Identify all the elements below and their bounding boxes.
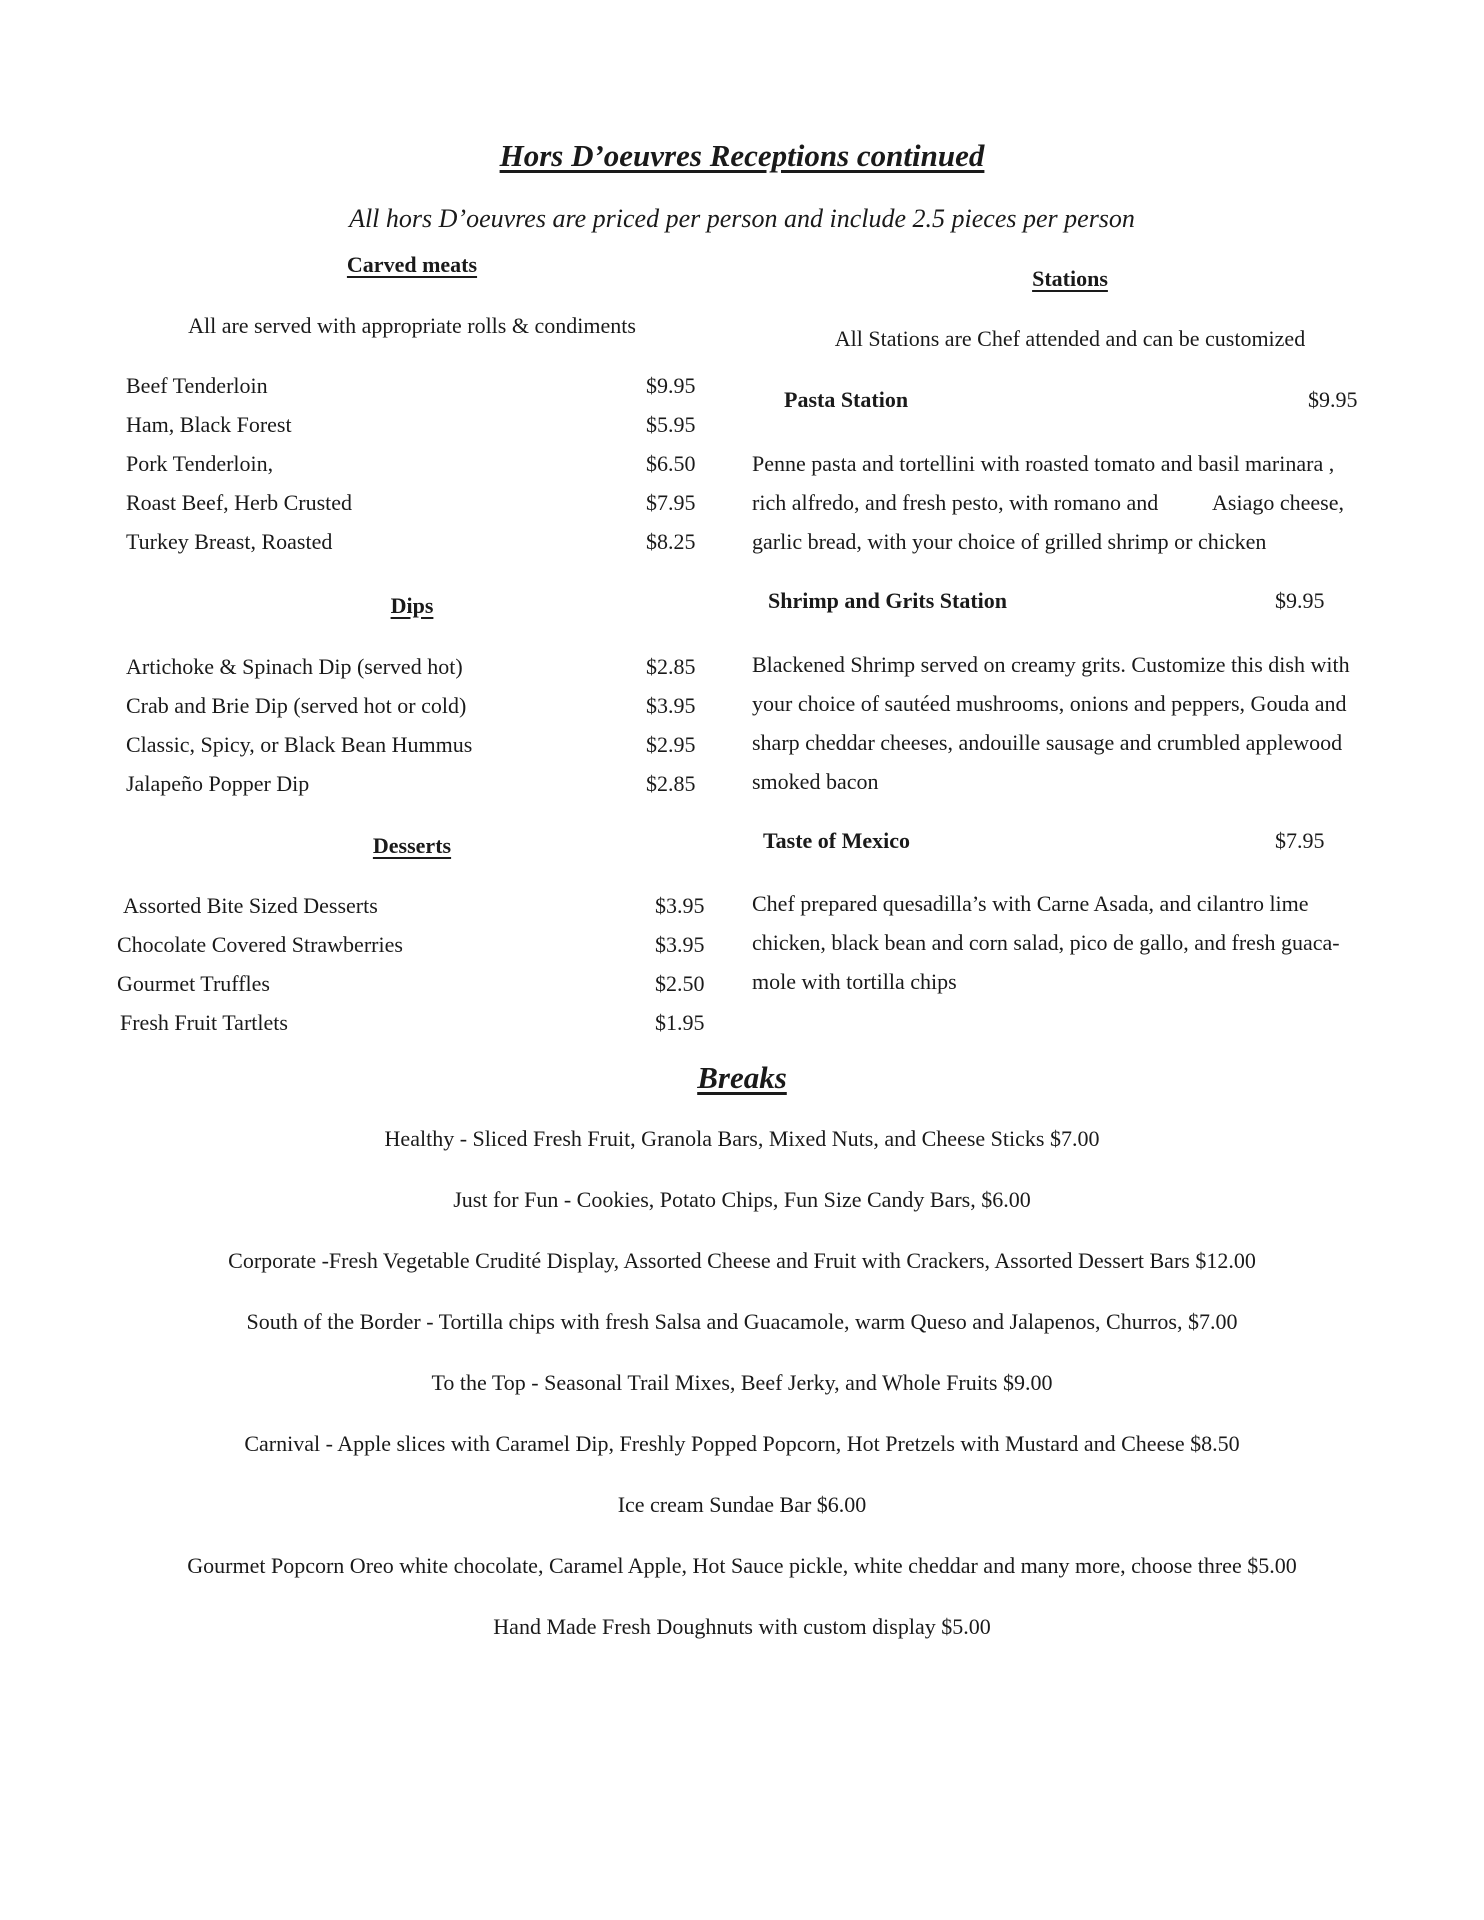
break-item: Gourmet Popcorn Oreo white chocolate, Caramel Apple, Hot Sauce pickle, white cheddar and many more, choose three $5.00 (187, 1553, 1297, 1578)
item-price: $7.95 (646, 490, 696, 515)
menu-item (120, 1010, 720, 1040)
menu-item (123, 893, 723, 923)
description-line: garlic bread, with your choice of grilled shrimp or chicken (752, 529, 1267, 554)
breaks-list (40, 1124, 1444, 1673)
item-name: Artichoke & Spinach Dip (served hot) (126, 654, 463, 679)
break-item: Carnival - Apple slices with Caramel Dip, Freshly Popped Popcorn, Hot Pretzels with Mustard and Cheese $8.50 (244, 1431, 1240, 1456)
item-name: Beef Tenderloin (126, 373, 268, 398)
item-name: Classic, Spicy, or Black Bean Hummus (126, 732, 473, 757)
item-name: Crab and Brie Dip (served hot or cold) (126, 693, 467, 718)
item-price: $2.85 (646, 654, 696, 679)
item-price: $3.95 (646, 693, 696, 718)
carved-meats-heading: Carved meats (346, 252, 478, 277)
menu-item (126, 732, 726, 762)
item-name: Gourmet Truffles (117, 971, 270, 996)
item-name: Turkey Breast, Roasted (126, 529, 333, 554)
pasta-station-title: Pasta Station (784, 387, 909, 412)
description-line: your choice of sautéed mushrooms, onions and peppers, Gouda and (752, 691, 1347, 716)
shrimp-grits-station-price: $9.95 (1275, 588, 1325, 613)
description-line: Penne pasta and tortellini with roasted tomato and basil marinara , (752, 451, 1335, 476)
pasta-station-description (752, 444, 1402, 561)
taste-of-mexico-price: $7.95 (1275, 828, 1325, 853)
break-item: Hand Made Fresh Doughnuts with custom display $5.00 (493, 1614, 991, 1639)
item-name: Jalapeño Popper Dip (126, 771, 310, 796)
item-price: $3.95 (655, 932, 705, 957)
break-item: Healthy - Sliced Fresh Fruit, Granola Bars, Mixed Nuts, and Cheese Sticks $7.00 (384, 1126, 1100, 1151)
item-price: $3.95 (655, 893, 705, 918)
item-name: Pork Tenderloin, (126, 451, 274, 476)
taste-of-mexico-title: Taste of Mexico (763, 828, 911, 853)
stations-heading: Stations (1032, 266, 1108, 291)
break-item: To the Top - Seasonal Trail Mixes, Beef Jerky, and Whole Fruits $9.00 (431, 1370, 1053, 1395)
shrimp-grits-station-title: Shrimp and Grits Station (768, 588, 1007, 613)
item-name: Roast Beef, Herb Crusted (126, 490, 353, 515)
carved-meats-note: All are served with appropriate rolls & condiments (188, 313, 636, 338)
stations-note: All Stations are Chef attended and can be customized (834, 326, 1306, 351)
description-line: smoked bacon (752, 769, 879, 794)
menu-item (117, 932, 717, 962)
item-price: $2.50 (655, 971, 705, 996)
menu-item (126, 529, 726, 559)
description-line: Chef prepared quesadilla’s with Carne Asada, and cilantro lime (752, 891, 1309, 916)
description-line: chicken, black bean and corn salad, pico de gallo, and fresh guaca- (752, 930, 1340, 955)
menu-item (126, 451, 726, 481)
page-subtitle: All hors D’oeuvres are priced per person and include 2.5 pieces per person (349, 204, 1135, 233)
dips-heading: Dips (390, 593, 434, 618)
description-line: rich alfredo, and fresh pesto, with romano and Asiago cheese, (752, 490, 1344, 515)
item-price: $6.50 (646, 451, 696, 476)
item-price: $9.95 (646, 373, 696, 398)
item-price: $8.25 (646, 529, 696, 554)
menu-item (126, 693, 726, 723)
description-line: Blackened Shrimp served on creamy grits. Customize this dish with (752, 652, 1350, 677)
description-line: sharp cheddar cheeses, andouille sausage and crumbled applewood (752, 730, 1343, 755)
description-line: mole with tortilla chips (752, 969, 957, 994)
pasta-station-price: $9.95 (1308, 387, 1358, 412)
menu-item (126, 771, 726, 801)
menu-item (126, 654, 726, 684)
break-item: Ice cream Sundae Bar $6.00 (617, 1492, 867, 1517)
menu-item (117, 971, 717, 1001)
item-name: Chocolate Covered Strawberries (117, 932, 403, 957)
break-item: South of the Border - Tortilla chips with fresh Salsa and Guacamole, warm Queso and Jalapenos, Churros, $7.00 (246, 1309, 1238, 1334)
desserts-heading: Desserts (372, 833, 452, 858)
shrimp-grits-station-description (752, 645, 1402, 801)
taste-of-mexico-description (752, 884, 1402, 1001)
item-price: $5.95 (646, 412, 696, 437)
item-name: Fresh Fruit Tartlets (120, 1010, 288, 1035)
page-title: Hors D’oeuvres Receptions continued (499, 138, 985, 173)
break-item: Corporate -Fresh Vegetable Crudité Display, Assorted Cheese and Fruit with Crackers, Assorted Dessert Bars $12.00 (228, 1248, 1256, 1273)
break-item: Just for Fun - Cookies, Potato Chips, Fun Size Candy Bars, $6.00 (453, 1187, 1031, 1212)
item-price: $1.95 (655, 1010, 705, 1035)
menu-item (126, 490, 726, 520)
item-name: Ham, Black Forest (126, 412, 292, 437)
menu-item (126, 373, 726, 403)
breaks-heading: Breaks (697, 1060, 787, 1095)
menu-item (126, 412, 726, 442)
item-price: $2.95 (646, 732, 696, 757)
item-name: Assorted Bite Sized Desserts (123, 893, 378, 918)
item-price: $2.85 (646, 771, 696, 796)
